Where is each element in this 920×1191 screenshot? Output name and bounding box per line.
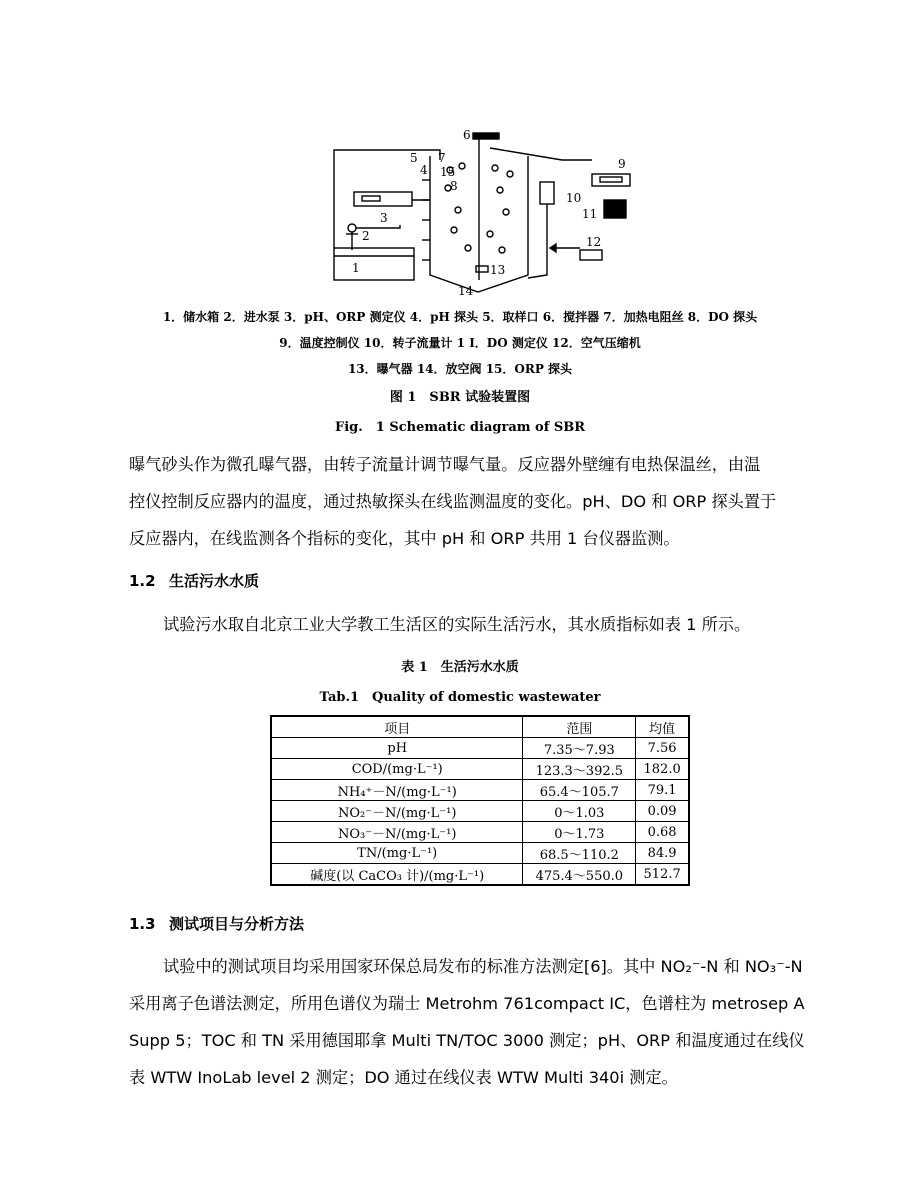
figure-label: 9 [618,157,626,171]
paragraph-apparatus [129,446,834,557]
text-line: 采用离子色谱法测定，所用色谱仪为瑞士 Metrohm 761compact IC，色谱柱为 metrosep A [129,994,805,1013]
sbr-schematic-diagram [330,130,640,302]
storage-tank-shape [334,248,414,280]
table-row [271,801,689,822]
table-cell-item: COD/(mg·L⁻¹) [271,759,523,780]
table-row [271,822,689,843]
ph-orp-meter-shape [354,192,412,206]
text-line: 曝气砂头作为微孔曝气器，由转子流量计调节曝气量。反应器外壁缠有电热保温丝，由温 [129,455,761,474]
figure-label: 6 [463,130,471,142]
aerator-shape [476,266,488,272]
table-cell-mean: 0.68 [636,822,689,843]
table-cell-mean: 84.9 [636,843,689,864]
section-heading [129,913,304,934]
sbr-schematic-figure [330,130,640,302]
text-line: Supp 5；TOC 和 TN 采用德国耶拿 Multi TN/TOC 3000 测定；pH、ORP 和温度通过在线仪 [129,1031,805,1050]
water-quality-table [270,715,690,886]
table-cell-mean: 79.1 [636,780,689,801]
table-row [271,780,689,801]
text-line: 控仪控制反应器内的温度，通过热敏探头在线监测温度的变化。pH、DO 和 ORP 探头置于 [129,492,777,511]
section-number: 1.3 [129,915,156,933]
figure-label: 7 [438,151,446,165]
table-header-cell: 均值 [636,716,689,738]
paragraph-methods [129,948,834,1096]
table-cell-range: 0～1.73 [523,822,636,843]
table-cell-item: NO₂⁻－N/(mg·L⁻¹) [271,801,523,822]
figure-caption-en: Fig. 1 Schematic diagram of SBR [334,420,585,435]
table-cell-mean: 0.09 [636,801,689,822]
table-cell-mean: 7.56 [636,738,689,759]
table-cell-mean: 182.0 [636,759,689,780]
figure-label: 4 [420,163,428,177]
figure-label: 5 [410,151,418,165]
figure-legend-line: 13．曝气器 14．放空阀 15．ORP 探头 [347,362,573,376]
table-caption-cn: 表 1 生活污水水质 [401,660,519,675]
figure-label: 1 [352,261,360,275]
do-meter-shape [604,200,626,218]
table-header-cell: 项目 [271,716,523,738]
table-cell-range: 475.4～550.0 [523,864,636,886]
flowmeter-shape [540,182,554,204]
text-line: 试验污水取自北京工业大学教工生活区的实际生活污水，其水质指标如表 1 所示。 [163,615,751,634]
table-row [271,843,689,864]
text-line: 反应器内，在线监测各个指标的变化，其中 pH 和 ORP 共用 1 台仪器监测。 [129,529,680,548]
figure-label: 3 [380,211,388,225]
table-cell-item: NO₃⁻－N/(mg·L⁻¹) [271,822,523,843]
figure-label: 2 [362,229,370,243]
figure-label: 8 [450,179,458,193]
table-cell-item: 碱度(以 CaCO₃ 计)/(mg·L⁻¹) [271,864,523,886]
table-cell-mean: 512.7 [636,864,689,886]
table-caption-en: Tab.1 Quality of domestic wastewater [319,690,601,705]
table-cell-range: 65.4～105.7 [523,780,636,801]
section-title: 测试项目与分析方法 [169,915,305,933]
figure-label: 10 [566,191,582,205]
table-cell-range: 7.35～7.93 [523,738,636,759]
text-line: 表 WTW InoLab level 2 测定；DO 通过在线仪表 WTW Multi 340i 测定。 [129,1068,678,1087]
table-row [271,864,689,886]
figure-label: 11 [582,207,598,221]
paragraph-wastewater [129,606,868,643]
figure-label: 15 [440,165,456,179]
section-number: 1.2 [129,572,156,590]
air-compressor-shape [580,250,602,260]
table-cell-item: pH [271,738,523,759]
text-line: 试验中的测试项目均采用国家环保总局发布的标准方法测定[6]。其中 NO₂⁻-N 和 NO₃⁻-N [163,957,803,976]
table-header-row [271,716,689,738]
section-title: 生活污水水质 [169,572,260,590]
figure-caption-cn: 图 1 SBR 试验装置图 [389,390,531,405]
table-cell-range: 68.5～110.2 [523,843,636,864]
figure-legend-line: 9．温度控制仪 10．转子流量计 1 I．DO 测定仪 12．空气压缩机 [279,336,641,350]
table-row [271,738,689,759]
table-cell-range: 123.3～392.5 [523,759,636,780]
figure-label: 13 [490,263,506,277]
table-cell-range: 0～1.03 [523,801,636,822]
table-cell-item: NH₄⁺－N/(mg·L⁻¹) [271,780,523,801]
table-header-cell: 范围 [523,716,636,738]
pump-shape [348,224,356,232]
figure-legend-line: 1．储水箱 2．进水泵 3．pH、ORP 测定仪 4．pH 探头 5．取样口 6．搅拌器 7．加热电阻丝 8．DO 探头 [162,310,758,324]
section-heading [129,570,259,591]
table-row [271,759,689,780]
figure-label: 14 [458,284,474,298]
table-cell-item: TN/(mg·L⁻¹) [271,843,523,864]
figure-label: 12 [586,235,602,249]
temperature-controller-shape [592,174,630,186]
